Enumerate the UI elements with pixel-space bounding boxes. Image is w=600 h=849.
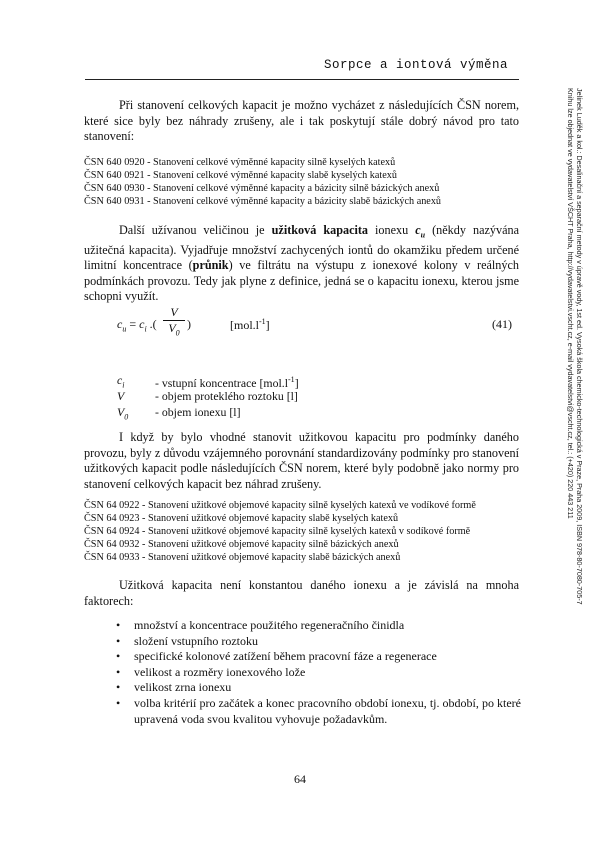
norm-line: ČSN 640 0931 - Stanovení celkové výměnné kapacity a bázicity slabě bázických anexů [84, 196, 442, 207]
norm-line: ČSN 640 0920 - Stanovení celkové výměnné kapacity silně kyselých katexů [84, 157, 396, 168]
bullet-icon: • [116, 695, 121, 710]
bullet-icon: • [116, 649, 121, 664]
list-item: • složení vstupního roztoku [116, 633, 258, 648]
useful-capacity-paragraph [84, 223, 519, 305]
norm-line: ČSN 64 0923 - Stanovení užitkové objemové kapacity slabě kyselých katexů [84, 513, 399, 524]
side-citation-note [566, 88, 584, 605]
paragraph-text: Další užívanou veličinou je [119, 223, 272, 237]
bullet-icon: • [116, 680, 121, 695]
norm-line: ČSN 64 0932 - Stanovení užitkové objemové kapacity silně bázických anexů [84, 539, 399, 550]
symbol-cu: c [415, 223, 421, 237]
equation-number: (41) [492, 317, 512, 331]
norm-line: ČSN 64 0922 - Stanovení užitkové objemové kapacity silně kyselých katexů ve vodíkové formě [84, 500, 476, 511]
term-breakthrough: průnik [192, 258, 229, 273]
citation-order-line: Knihu lze objednat ve vydavatelství VŠCHT Praha, http://vydavatelstvi.vscht.cz, e-mail vydavatelstvi@vscht.cz, tel.: (+420) 220 443 211 [566, 88, 575, 519]
symbol-cu-sub: u [420, 230, 426, 240]
bullet-icon: • [116, 664, 121, 679]
paragraph-text: ionexu [368, 223, 416, 237]
paragraph-text: (někdy nazývána užitečná kapacita). Vyjadřuje množství zachycených iontů do okamžiku předem určené limitní koncentrace ( [84, 223, 519, 273]
fraction-numerator: V [170, 305, 178, 319]
citation-line: Jelínek Luděk a kol.: Desalinační a separační metody v úpravě vody, 1st ed. Vysoká škola chemicko-technologická v Praze, Praha 2009, ISBN 978-80-7080-705-7 [575, 88, 584, 605]
paragraph-text: ) ve filtrátu na výstupu z ionexové kolony v reálných podmínkách provozu. Tedy jak plyne z definice, jedná se o kapacitu ionexu, kterou jsme schopni využít. [84, 258, 519, 304]
term-useful-capacity: užitková kapacita [271, 223, 369, 237]
list-item: • velikost a rozměry ionexového lože [116, 664, 306, 679]
equation-fraction [163, 306, 185, 339]
norm-line: ČSN 64 0924 - Stanovení užitkové objemové kapacity silně kyselých katexů v sodíkové formě [84, 526, 471, 537]
norm-line: ČSN 640 0921 - Stanovení celkové výměnné kapacity slabě kyselých katexů [84, 170, 397, 181]
header-rule [85, 79, 519, 80]
norm-line: ČSN 64 0933 - Stanovení užitkové objemové kapacity slabě bázických anexů [84, 552, 401, 563]
second-paragraph: I když by bylo vhodné stanovit užitkovou kapacitu pro podmínky daného provozu, byly z důvodu vzájemného porovnání standardizovány podmínky pro stanovení užitkových kapacit podle následujících ČSN norem, které byly podobně jako normy pro stanovení celkových kapacit bez náhrad zrušeny. [84, 430, 519, 491]
list-item: • volba kritérií pro začátek a konec pracovního období ionexu, tj. období, po které upravená voda svou kvalitou vyhovuje požadavkům. [116, 695, 521, 726]
equation-unit: $[mol.l^{-1}]$ [230, 317, 270, 332]
running-header: Sorpce a iontová výměna [323, 58, 508, 72]
bullet-icon: • [116, 633, 121, 648]
equation-lhs: $c_u = c_i$ .( [117, 317, 157, 334]
third-paragraph: Užitková kapacita není konstantou daného ionexu a je závislá na mnoha faktorech: [84, 578, 519, 608]
fraction-denominator: $V_0$ [168, 321, 180, 338]
list-item: • množství a koncentrace použitého regeneračního činidla [116, 618, 405, 632]
list-item: • specifické kolonové zatížení během pracovní fáze a regenerace [116, 649, 437, 664]
page-number: 64 [294, 772, 306, 786]
intro-paragraph: Při stanovení celkových kapacit je možno vycházet z následujících ČSN norem, které sice byly bez náhrady zrušeny, ale i tak poskytují stále dobrý návod pro tato stanovení: [84, 98, 519, 143]
list-item: • velikost zrna ionexu [116, 680, 232, 695]
equation-close-paren: ) [187, 317, 191, 331]
equation-41 [117, 306, 517, 346]
norm-line: ČSN 640 0930 - Stanovení celkové výměnné kapacity a bázicity silně bázických anexů [84, 183, 440, 194]
bullet-icon: • [116, 618, 121, 632]
factor-list [116, 618, 521, 727]
